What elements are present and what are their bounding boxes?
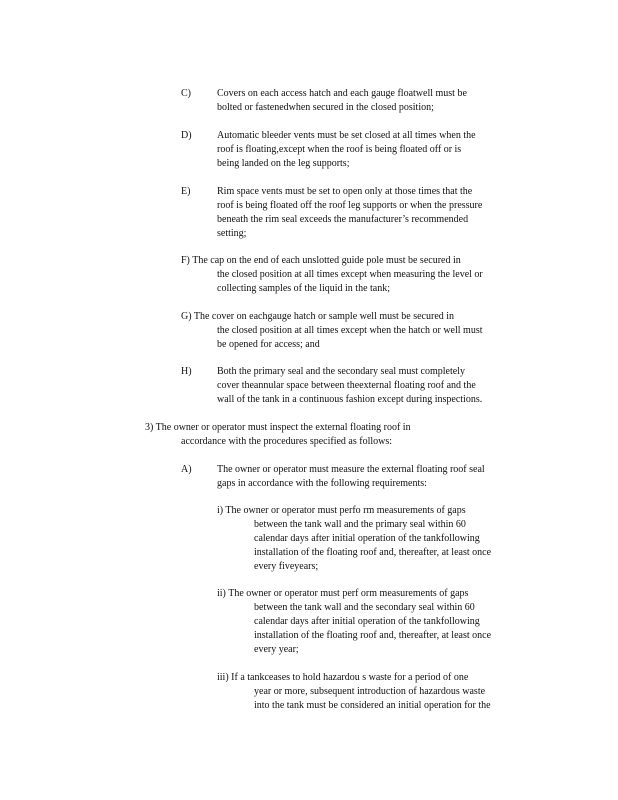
item-marker: A)	[181, 464, 192, 475]
list-item-ii	[217, 587, 547, 657]
text-line: The owner or operator must measure the external floating roof seal	[217, 464, 485, 475]
text-line: calendar days after initial operation of the tankfollowing	[254, 533, 480, 544]
text-line: Automatic bleeder vents must be set closed at all times when the	[217, 130, 476, 141]
text-line: Covers on each access hatch and each gauge floatwell must be	[217, 88, 467, 99]
text-line: be opened for access; and	[217, 339, 320, 350]
item-lead-line: i) The owner or operator must perfo rm measurements of gaps	[217, 505, 466, 516]
text-line: the closed position at all times except when measuring the level or	[217, 269, 483, 280]
text-line: between the tank wall and the secondary seal within 60	[254, 602, 475, 613]
text-line: gaps in accordance with the following requirements:	[217, 478, 427, 489]
list-item-f	[181, 254, 541, 296]
item-marker: H)	[181, 366, 192, 377]
item-marker: C)	[181, 88, 191, 99]
item-marker: E)	[181, 186, 191, 197]
text-line: setting;	[217, 228, 247, 239]
item-lead-line: 3) The owner or operator must inspect the external floating roof in	[145, 422, 411, 433]
text-line: between the tank wall and the primary seal within 60	[254, 519, 466, 530]
text-line: the closed position at all times except when the hatch or well must	[217, 325, 483, 336]
item-text	[217, 129, 529, 171]
item-lead-line: iii) If a tankceases to hold hazardou s waste for a period of one	[217, 672, 469, 683]
text-line: installation of the floating roof and, thereafter, at least once	[254, 630, 492, 641]
item-text	[181, 435, 505, 449]
text-line: Both the primary seal and the secondary seal must completely	[217, 366, 465, 377]
item-lead-line: G) The cover on eachgauge hatch or sample well must be secured in	[181, 311, 455, 322]
list-item-i	[217, 504, 547, 574]
item-text	[254, 518, 547, 574]
text-line: beneath the rim seal exceeds the manufacturer’s recommended	[217, 214, 469, 225]
list-item-iii	[217, 671, 547, 713]
text-line: roof is being floated off the roof leg supports or when the pressure	[217, 200, 483, 211]
item-text	[217, 87, 519, 115]
text-line: bolted or fastenedwhen secured in the closed position;	[217, 102, 434, 113]
text-line: calendar days after initial operation of the tankfollowing	[254, 616, 480, 627]
item-text	[254, 685, 547, 713]
text-line: every year;	[254, 644, 299, 655]
text-line: Rim space vents must be set to open only at those times that the	[217, 186, 473, 197]
text-line: collecting samples of the liquid in the tank;	[217, 283, 391, 294]
text-line: roof is floating,except when the roof is being floated off or is	[217, 144, 462, 155]
list-item-3	[145, 421, 505, 449]
item-text	[254, 601, 547, 657]
item-marker: D)	[181, 130, 192, 141]
text-line: being landed on the leg supports;	[217, 158, 350, 169]
text-line: year or more, subsequent introduction of hazardous waste	[254, 686, 486, 697]
text-line: installation of the floating roof and, thereafter, at least once	[254, 547, 492, 558]
item-lead-line: ii) The owner or operator must perf orm measurements of gaps	[217, 588, 469, 599]
text-line: wall of the tank in a continuous fashion except during inspections.	[217, 394, 483, 405]
text-line: cover theannular space between theexternal floating roof and the	[217, 380, 476, 391]
text-line: into the tank must be considered an initial operation for the	[254, 700, 491, 711]
text-line: every fiveyears;	[254, 561, 319, 572]
item-text	[217, 185, 533, 241]
item-text	[217, 463, 541, 491]
item-lead-line: F) The cap on the end of each unslotted guide pole must be secured in	[181, 255, 461, 266]
text-line: accordance with the procedures specified as follows:	[181, 436, 393, 447]
item-text	[217, 268, 541, 296]
item-text	[217, 324, 541, 352]
item-text	[217, 365, 531, 407]
list-item-g	[181, 310, 541, 352]
